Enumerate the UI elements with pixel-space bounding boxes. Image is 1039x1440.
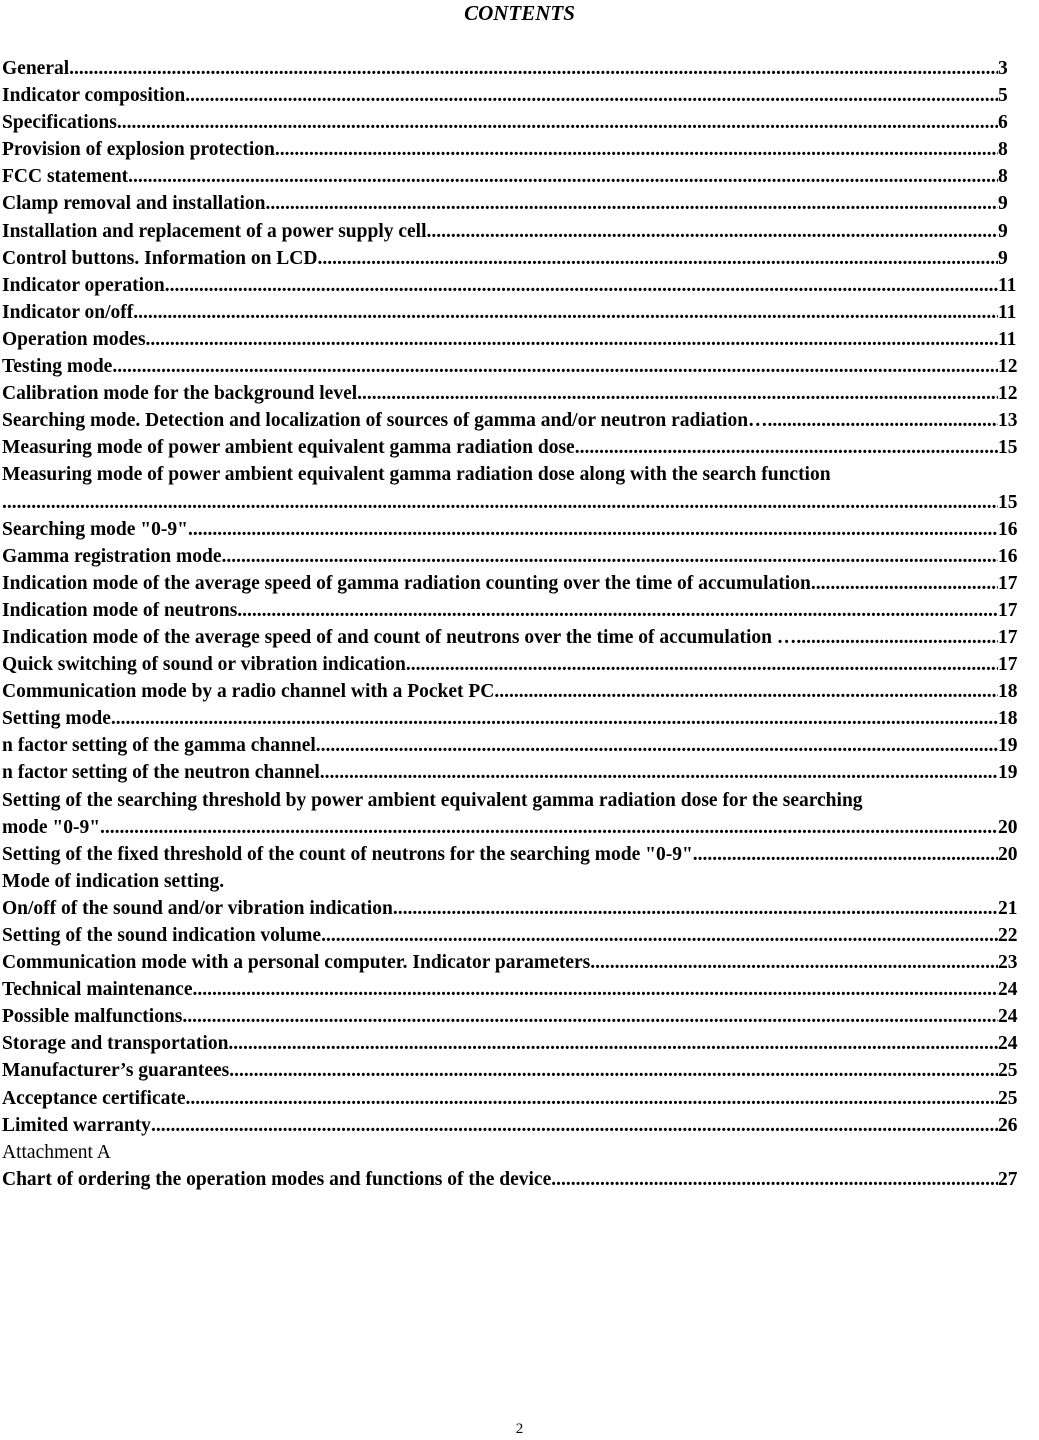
toc-entry[interactable]: [2, 543, 1022, 570]
toc-entry-label: Communication mode with a personal computer. Indicator parameters.: [2, 952, 596, 974]
toc-entry[interactable]: [2, 1030, 1022, 1057]
toc-entry[interactable]: [2, 1057, 1022, 1084]
toc-entry-label: Indication mode of the average speed of and count of neutrons over the time of accumulation …: [2, 626, 797, 648]
toc-entry-page: 9: [998, 193, 1008, 215]
toc-entry-label: Searching mode "0-9".: [2, 518, 193, 540]
toc-entry-page: 11: [998, 274, 1017, 296]
toc-entry[interactable]: [2, 82, 1022, 109]
toc-entry-page: 24: [998, 1033, 1018, 1055]
toc-entry[interactable]: [2, 190, 1022, 217]
toc-entry-page: 25: [998, 1087, 1018, 1109]
toc-entry[interactable]: [2, 732, 1022, 759]
toc-entry[interactable]: [2, 705, 1022, 732]
toc-entry-page: 15: [998, 491, 1018, 513]
table-of-contents: [2, 55, 1022, 1193]
toc-entry-page: 16: [998, 518, 1018, 540]
toc-entry-label: Testing mode: [2, 356, 113, 378]
toc-entry-page: 16: [998, 545, 1018, 567]
toc-entry[interactable]: [2, 434, 1022, 461]
toc-entry[interactable]: [2, 461, 1022, 488]
toc-entry[interactable]: [2, 624, 1022, 651]
toc-entry[interactable]: [2, 245, 1022, 272]
toc-entry-label: Indication mode of neutrons.: [2, 599, 243, 621]
toc-entry-label: Setting mode: [2, 708, 111, 730]
toc-entry[interactable]: [2, 380, 1022, 407]
toc-entry-label: Provision of explosion protection: [2, 139, 275, 161]
toc-entry-label: n factor setting of the gamma channel: [2, 735, 316, 757]
toc-entry-label: Possible malfunctions: [2, 1006, 183, 1028]
toc-entry-page: 24: [998, 979, 1018, 1001]
toc-entry-label: Storage and transportation: [2, 1033, 229, 1055]
toc-entry-label: On/off of the sound and/or vibration indication: [2, 897, 393, 919]
toc-entry[interactable]: [2, 516, 1022, 543]
toc-entry-label: FCC statement: [2, 166, 129, 188]
toc-entry-page: 15: [998, 437, 1018, 459]
toc-entry-page: 17: [998, 572, 1018, 594]
toc-entry[interactable]: [2, 1003, 1022, 1030]
toc-entry-label: Searching mode. Detection and localization of sources of gamma and/or neutron radiation…: [2, 410, 768, 432]
toc-entry[interactable]: [2, 678, 1022, 705]
toc-entry-page: 27: [998, 1168, 1018, 1190]
toc-entry[interactable]: [2, 163, 1022, 190]
toc-entry-page: 12: [998, 383, 1018, 405]
toc-entry-label: Quick switching of sound or vibration indication: [2, 654, 406, 676]
toc-entry[interactable]: [2, 651, 1022, 678]
toc-entry[interactable]: [2, 868, 1022, 895]
toc-entry-label: Setting of the fixed threshold of the count of neutrons for the searching mode "0-9": [2, 843, 693, 865]
toc-entry-page: 17: [998, 654, 1018, 676]
toc-entry[interactable]: [2, 841, 1022, 868]
toc-entry[interactable]: [2, 976, 1022, 1003]
page-number: 2: [515, 1421, 524, 1437]
toc-entry-page: 8: [998, 139, 1008, 161]
toc-entry-label: Installation and replacement of a power supply cell: [2, 220, 427, 242]
toc-entry[interactable]: [2, 597, 1022, 624]
toc-entry-label: Gamma registration mode: [2, 545, 222, 567]
toc-entry-label: Communication mode by a radio channel with a Pocket PC: [2, 681, 495, 703]
toc-entry[interactable]: [2, 1085, 1022, 1112]
toc-entry[interactable]: [2, 1166, 1022, 1193]
toc-entry[interactable]: [2, 136, 1022, 163]
toc-entry-page: 11: [998, 301, 1017, 323]
toc-entry-label: Measuring mode of power ambient equivalent gamma radiation dose along with the search function: [2, 464, 831, 486]
toc-entry-label: Control buttons. Information on LCD.: [2, 247, 323, 269]
toc-entry-page: 8: [998, 166, 1008, 188]
toc-entry-label: Setting of the sound indication volume: [2, 925, 322, 946]
toc-entry-page: 23: [998, 952, 1018, 974]
toc-entry[interactable]: [2, 1112, 1022, 1139]
toc-entry-page: 6: [998, 112, 1008, 134]
toc-entry[interactable]: [2, 1139, 1022, 1166]
toc-entry-label: Indicator on/off: [2, 301, 134, 323]
toc-entry-page: 17: [998, 599, 1018, 621]
toc-entry[interactable]: [2, 922, 1022, 949]
toc-entry-label: Chart of ordering the operation modes and functions of the device: [2, 1168, 552, 1190]
toc-entry-label: n factor setting of the neutron channel: [2, 762, 320, 784]
toc-entry-page: 19: [998, 735, 1018, 757]
toc-entry-page: 9: [998, 220, 1008, 242]
toc-entry-label: Operation modes: [2, 328, 146, 350]
toc-entry-page: 18: [998, 708, 1018, 730]
toc-title: CONTENTS: [464, 1, 575, 25]
toc-entry-label: Limited warranty: [2, 1114, 151, 1136]
toc-entry-label: Indicator operation: [2, 274, 165, 296]
toc-entry-label: General: [2, 58, 70, 79]
toc-entry-continuation[interactable]: [2, 489, 1022, 516]
toc-entry-page: 26: [998, 1114, 1018, 1136]
toc-entry-page: 13: [998, 410, 1018, 432]
toc-entry-label: Indicator composition: [2, 85, 186, 107]
toc-entry-label: Indication mode of the average speed of gamma radiation counting over the time of accumulation.: [2, 572, 816, 594]
toc-entry[interactable]: [2, 895, 1022, 922]
toc-entry[interactable]: [2, 787, 1039, 814]
toc-entry-label: Manufacturer’s guarantees: [2, 1060, 230, 1082]
toc-entry-label: Calibration mode for the background level: [2, 383, 358, 405]
toc-entry-page: 21: [998, 897, 1018, 919]
toc-entry-label: Technical maintenance: [2, 979, 193, 1001]
toc-entry-page: 18: [998, 681, 1018, 703]
toc-entry-page: 24: [998, 1006, 1018, 1028]
toc-entry[interactable]: [2, 109, 1022, 136]
toc-entry-page: 22: [998, 925, 1018, 946]
toc-entry[interactable]: [2, 759, 1022, 786]
toc-entry[interactable]: [2, 570, 1022, 597]
toc-entry[interactable]: [2, 272, 1022, 299]
toc-entry[interactable]: [2, 55, 1022, 82]
toc-entry[interactable]: [2, 299, 1022, 326]
toc-entry-label: Clamp removal and installation: [2, 193, 266, 215]
toc-entry-label: mode "0-9": [2, 816, 101, 838]
toc-entry-page: 25: [998, 1060, 1018, 1082]
toc-entry-page: 3: [998, 58, 1008, 79]
toc-entry-page: 9: [998, 247, 1008, 269]
toc-entry-page: 12: [998, 356, 1018, 378]
toc-entry-page: 17: [998, 626, 1018, 648]
toc-entry[interactable]: [2, 353, 1022, 380]
toc-entry-page: 20: [998, 816, 1018, 838]
toc-entry-page: 11: [998, 328, 1017, 350]
toc-entry-label: Acceptance certificate: [2, 1087, 186, 1109]
toc-entry-continuation[interactable]: [2, 814, 1022, 841]
toc-entry-label: Mode of indication setting.: [2, 870, 225, 892]
toc-entry[interactable]: [2, 218, 1022, 245]
toc-entry[interactable]: [2, 407, 1022, 434]
toc-entry-page: 19: [998, 762, 1018, 784]
toc-entry-page: 20: [998, 843, 1018, 865]
toc-entry-page: 5: [998, 85, 1008, 107]
toc-entry[interactable]: [2, 326, 1022, 353]
toc-entry-label: Setting of the searching threshold by power ambient equivalent gamma radiation dose for the searching: [2, 789, 863, 811]
toc-entry-label: Attachment A: [2, 1141, 111, 1163]
toc-entry-label: Specifications: [2, 112, 117, 134]
toc-entry-label: Measuring mode of power ambient equivalent gamma radiation dose.: [2, 437, 580, 459]
toc-entry[interactable]: [2, 949, 1022, 976]
